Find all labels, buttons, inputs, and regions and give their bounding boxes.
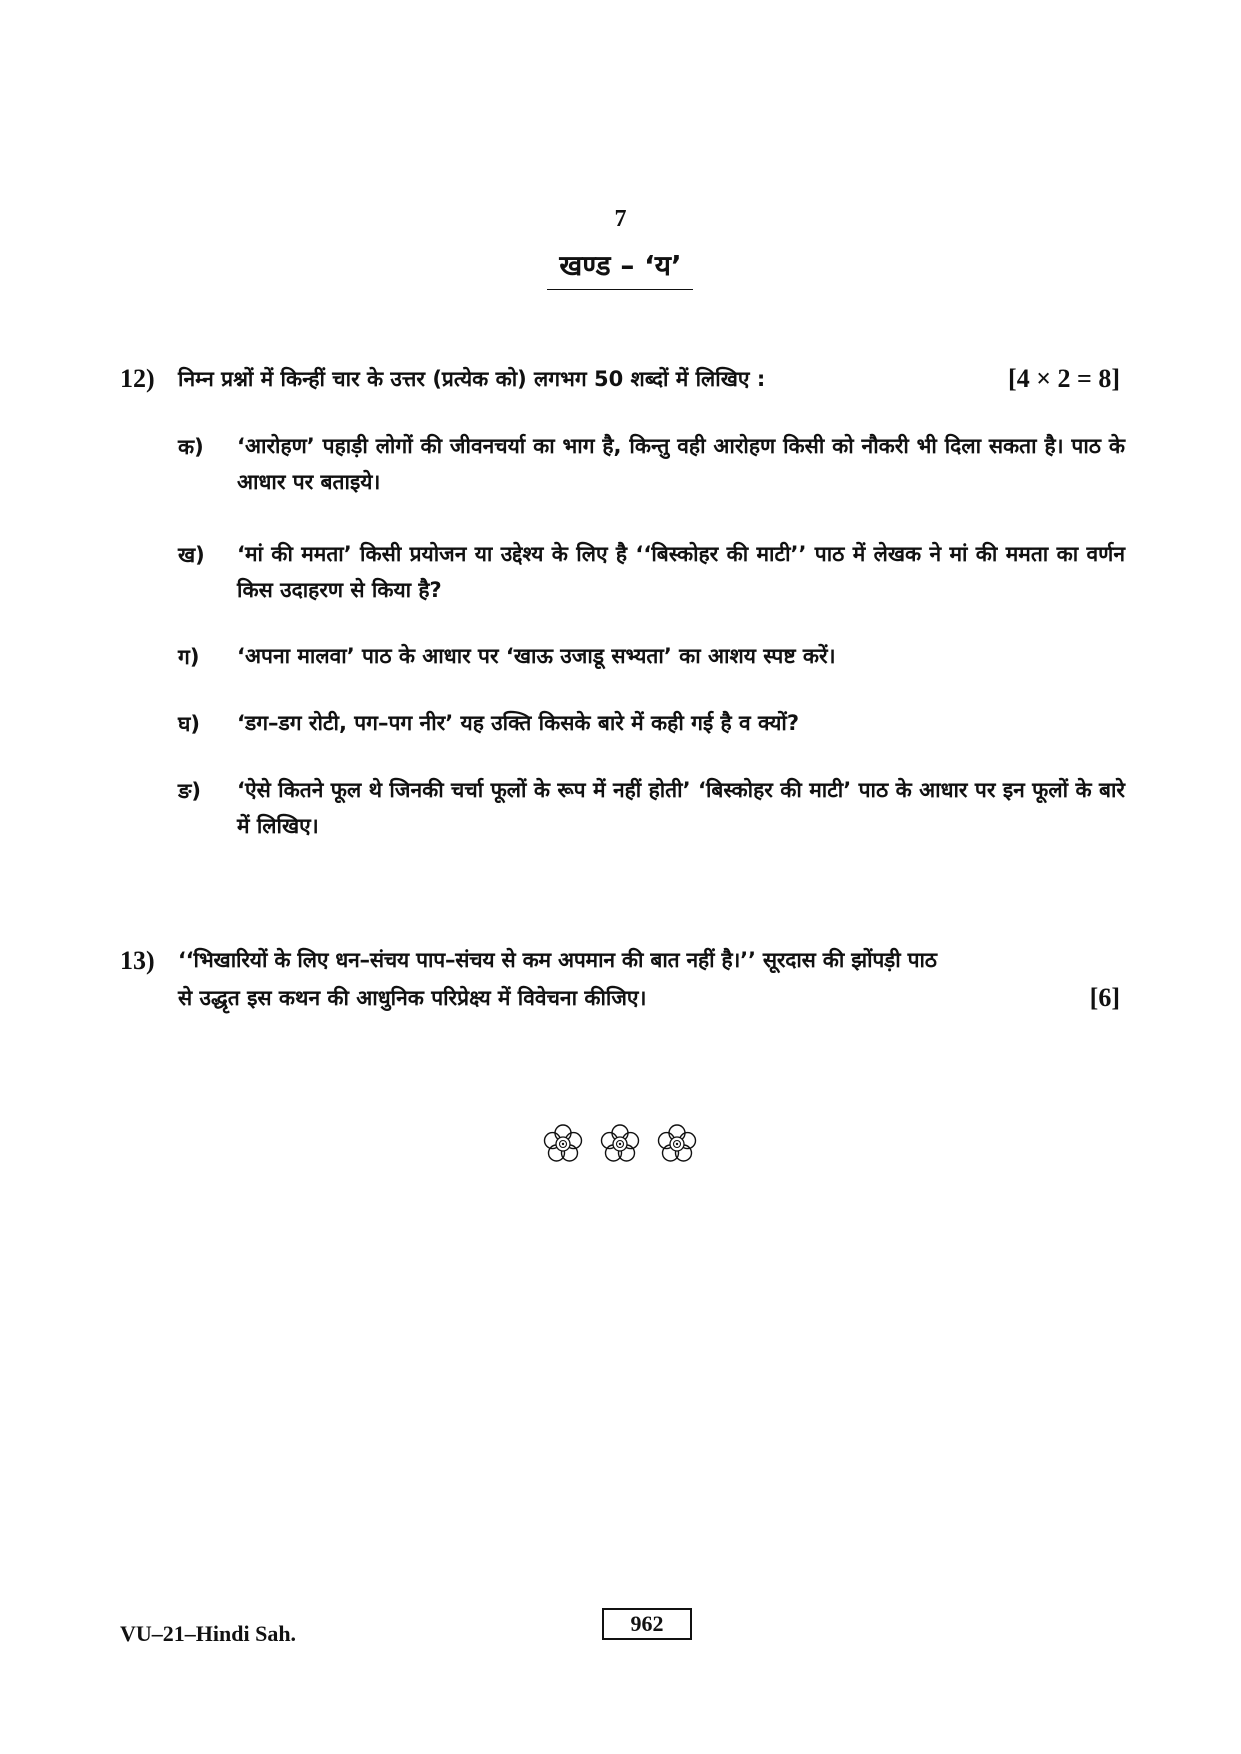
question-number-13: 13) [120,946,155,975]
question-12-marks: [4 × 2 = 8] [1008,364,1120,393]
flower-ornament-icon [602,1125,639,1161]
section-title: खण्ड – ‘य’ [559,249,682,282]
question-13-marks: [6] [1089,983,1120,1012]
sub-item-text: ‘अपना मालवा’ पाठ के आधार पर ‘खाऊ उजाडू सभ्यता’ का आशय स्पष्ट करें। [237,644,836,668]
sub-item-label: ख) [178,543,205,567]
sub-item-label: घ) [178,712,201,736]
sub-item-label: ङ) [178,779,201,803]
sub-item-label: ग) [178,645,200,669]
sub-item-label: क) [178,435,204,459]
sub-item-text: ‘आरोहण’ पहाड़ी लोगों की जीवनचर्या का भाग है, किन्तु वही आरोहण किसी को नौकरी भी दिला सकता है। पाठ के आधार पर बताइये। [237,434,1125,494]
end-ornaments [535,1118,705,1168]
paper-code: VU–21–Hindi Sah. [120,1621,297,1646]
page-code-box: 962 [602,1608,692,1640]
section-title-underline [547,289,693,290]
sub-item-text: ‘ऐसे कितने फूल थे जिनकी चर्चा फूलों के रूप में नहीं होती’ ‘बिस्कोहर की माटी’ पाठ के आधार पर इन फूलों के बारे में लिखिए। [237,778,1125,838]
question-13-text-line-2: से उद्धृत इस कथन की आधुनिक परिप्रेक्ष्य में विवेचना कीजिए। [178,986,647,1010]
question-12-text: निम्न प्रश्नों में किन्हीं चार के उत्तर (प्रत्येक को) लगभग 50 शब्दों में लिखिए : [178,367,766,391]
flower-ornament-icon [659,1125,696,1161]
sub-item-text: ‘मां की ममता’ किसी प्रयोजन या उद्देश्य के लिए है ‘‘बिस्कोहर की माटी’’ पाठ में लेखक ने मां की ममता का वर्णन किस उदाहरण से किया है? [237,542,1125,602]
question-number-12: 12) [120,364,155,393]
sub-item-text: ‘डग–डग रोटी, पग–पग नीर’ यह उक्ति किसके बारे में कही गई है व क्यों? [237,711,800,735]
question-13-text-line-1: ‘‘भिखारियों के लिए धन–संचय पाप–संचय से कम अपमान की बात नहीं है।’’ सूरदास की झोंपड़ी पाठ [178,948,937,972]
page-number: 7 [614,206,627,232]
flower-ornament-icon [545,1125,582,1161]
